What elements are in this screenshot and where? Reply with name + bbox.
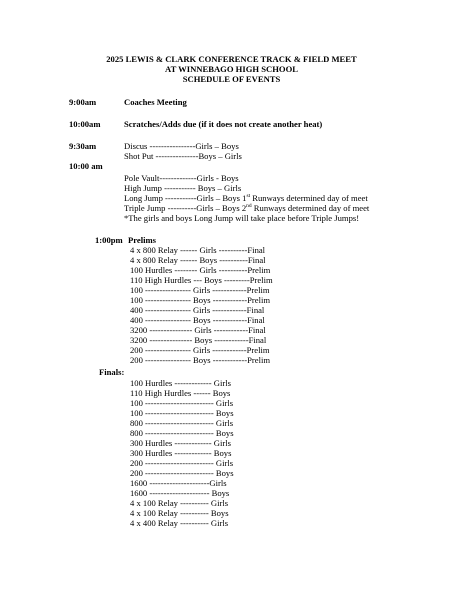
list-item: 200 ---------------- Girls ------------Prelim [130,345,270,355]
list-item: 3200 --------------- Boys ------------Final [130,335,267,345]
list-item: 400 ---------------- Girls ------------Final [130,305,265,315]
list-item: 110 High Hurdles ------ Boys [130,388,231,398]
meet-location: AT WINNEBAGO HIGH SCHOOL [165,64,298,74]
list-item: 4 x 400 Relay ---------- Girls [130,518,229,528]
list-item: 4 x 100 Relay ---------- Girls [130,498,229,508]
discus-event: Discus ----------------Girls – Boys [124,141,239,151]
list-item: 100 ------------------------ Girls [130,398,234,408]
list-item: 3200 --------------- Girls ------------Final [130,325,266,335]
list-item: 1600 --------------------- Boys [130,488,230,498]
coaches-meeting-label: Coaches Meeting [124,97,187,107]
scratches-time: 10:00am [69,119,101,129]
list-item: 1600 ---------------------Girls [130,478,227,488]
list-item: 800 ------------------------ Boys [130,428,234,438]
list-item: 100 Hurdles -------- Girls ----------Prelim [130,265,271,275]
coaches-meeting-time: 9:00am [69,97,97,107]
list-item: 400 ---------------- Boys ------------Final [130,315,265,325]
jumps-time: 10:00 am [69,161,103,171]
triple-jump-event: Triple Jump ----------Girls – Boys 2nd Runways determined day of meet [124,203,370,213]
throws-time: 9:30am [69,141,97,151]
list-item: 100 Hurdles ------------- Girls [130,378,231,388]
scratches-label: Scratches/Adds due (if it does not create another heat) [124,119,323,129]
list-item: 200 ---------------- Boys ------------Prelim [130,355,271,365]
list-item: 110 High Hurdles --- Boys ---------Prelim [130,275,273,285]
shot-put-event: Shot Put ---------------Boys – Girls [124,151,242,161]
meet-title: 2025 LEWIS & CLARK CONFERENCE TRACK & FIELD MEET [106,54,357,64]
schedule-heading: SCHEDULE OF EVENTS [182,74,281,84]
list-item: 100 ------------------------ Boys [130,408,234,418]
prelims-label: Prelims [128,235,157,245]
list-item: 100 ---------------- Girls ------------Prelim [130,285,270,295]
finals-label: Finals: [99,367,125,377]
list-item: 4 x 800 Relay ------ Boys ----------Final [130,255,266,265]
list-item: 800 ------------------------ Girls [130,418,234,428]
long-jump-event: Long Jump -----------Girls – Boys 1st Runways determined day of meet [124,193,368,203]
list-item: 200 ------------------------ Girls [130,458,234,468]
jump-order-note: *The girls and boys Long Jump will take place before Triple Jumps! [124,213,360,223]
list-item: 4 x 800 Relay ------ Girls ----------Final [130,245,266,255]
list-item: 100 ---------------- Boys ------------Prelim [130,295,271,305]
prelims-time: 1:00pm [95,235,123,245]
list-item: 4 x 100 Relay ---------- Boys [130,508,229,518]
list-item: 200 ------------------------ Boys [130,468,234,478]
high-jump-event: High Jump ----------- Boys – Girls [124,183,242,193]
pole-vault-event: Pole Vault-------------Girls - Boys [124,173,239,183]
list-item: 300 Hurdles ------------- Girls [130,438,231,448]
list-item: 300 Hurdles ------------- Boys [130,448,232,458]
